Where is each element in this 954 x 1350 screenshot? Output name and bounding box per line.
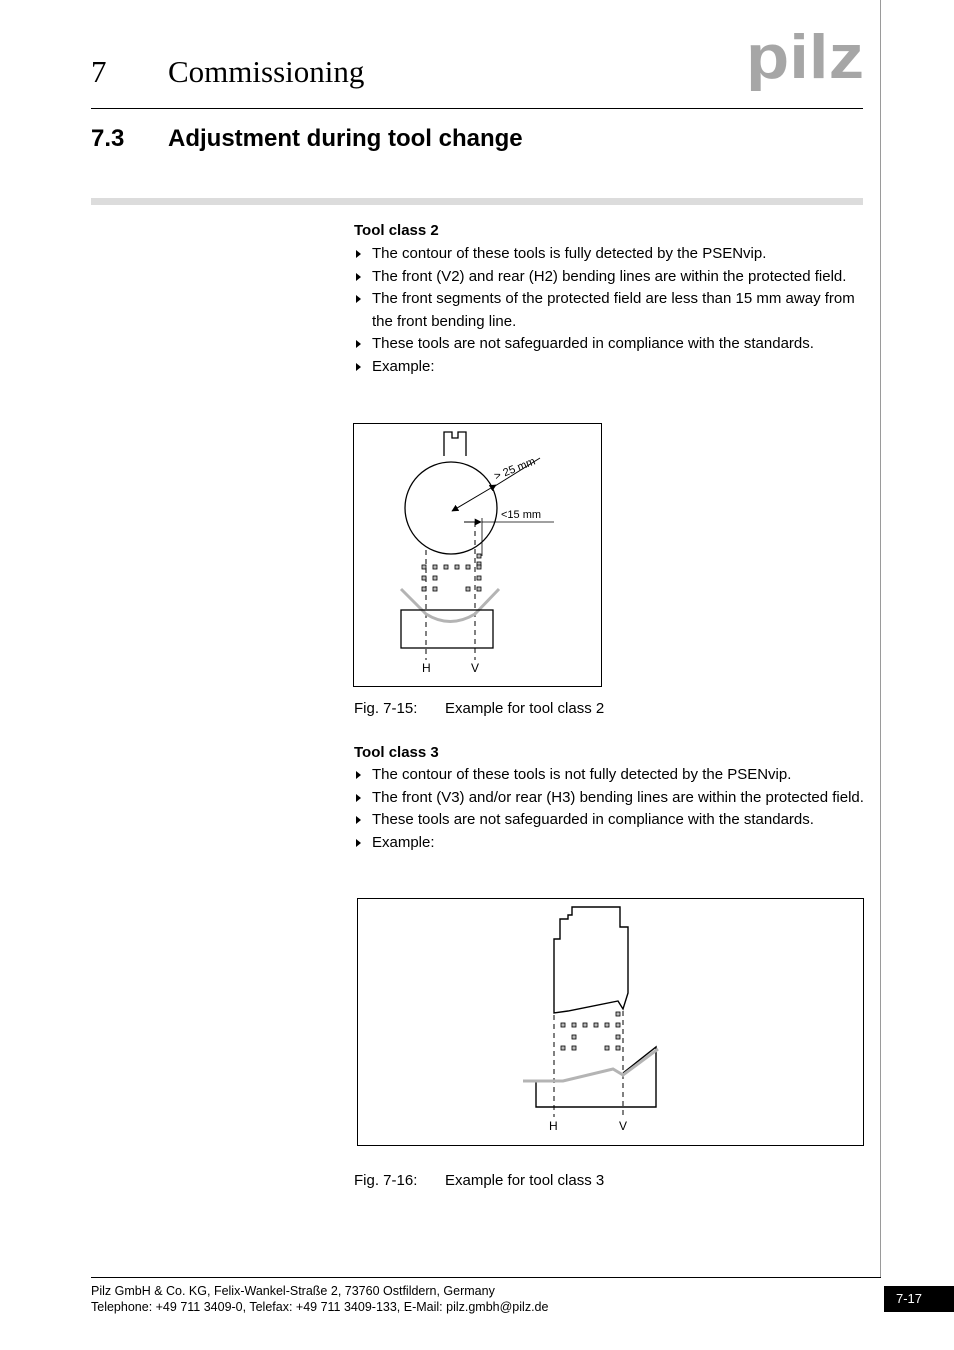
footer-contact: Telephone: +49 711 3409-0, Telefax: +49 711 3409-133, E-Mail: pilz.gmbh@pilz.de (91, 1300, 549, 1314)
chapter-number: 7 (91, 54, 107, 89)
footer-address: Pilz GmbH & Co. KG, Felix-Wankel-Straße 2, 73760 Ostfildern, Germany (91, 1284, 495, 1298)
protected-field-segments (422, 554, 481, 591)
tool-class-3-heading: Tool class 3 (354, 744, 439, 761)
bullet-arrow-icon (356, 273, 361, 281)
tool-holder (444, 432, 466, 456)
tool-class-2-list (354, 243, 864, 378)
bullet-arrow-icon (356, 839, 361, 847)
page-number: 7-17 (884, 1286, 954, 1312)
section-title: Adjustment during tool change (168, 125, 523, 152)
list-item: Example: (354, 356, 864, 379)
figure-caption-text: Example for tool class 3 (445, 1172, 605, 1189)
figure-tool-class-2 (353, 423, 602, 687)
list-item: The front (V2) and rear (H2) bending lines are within the protected field. (354, 266, 864, 289)
list-item: The front (V3) and/or rear (H3) bending lines are within the protected field. (354, 787, 864, 810)
figure-caption-number: Fig. 7-15: (354, 700, 418, 717)
upper-tool (554, 907, 628, 1013)
header-rule (91, 108, 863, 109)
section-number: 7.3 (91, 125, 125, 152)
dimension-label-25mm: > 25 mm (492, 455, 538, 483)
footer-rule (91, 1277, 881, 1278)
die (401, 610, 493, 648)
sheet-metal (401, 589, 499, 622)
bullet-arrow-icon (356, 295, 361, 303)
chapter-title: Commissioning (168, 54, 365, 89)
logo-text: pilz (746, 26, 864, 92)
pilz-logo (746, 26, 864, 94)
page-edge-rule (880, 0, 881, 1278)
label-v: V (471, 661, 480, 675)
list-item: The contour of these tools is not fully detected by the PSENvip. (354, 764, 864, 787)
label-h: H (422, 661, 431, 675)
bullet-arrow-icon (356, 250, 361, 258)
dimension-label-15mm: <15 mm (501, 509, 542, 521)
bullet-arrow-icon (356, 363, 361, 371)
sheet-metal (523, 1049, 658, 1081)
tool-class-3-diagram (358, 899, 863, 1145)
label-v: V (619, 1119, 628, 1133)
tool-class-2-diagram (354, 424, 601, 686)
round-tool (405, 462, 497, 554)
section-divider-bar (91, 198, 863, 205)
figure-caption-text: Example for tool class 2 (445, 700, 605, 717)
list-item: The contour of these tools is fully detected by the PSENvip. (354, 243, 864, 266)
bullet-arrow-icon (356, 794, 361, 802)
figure-caption-number: Fig. 7-16: (354, 1172, 418, 1189)
label-h: H (549, 1119, 558, 1133)
tool-class-2-heading: Tool class 2 (354, 222, 439, 239)
list-item: Example: (354, 832, 864, 855)
list-item: The front segments of the protected field are less than 15 mm away from the front bending line. (354, 288, 864, 333)
list-item: These tools are not safeguarded in compliance with the standards. (354, 809, 864, 832)
bullet-arrow-icon (356, 340, 361, 348)
list-item: These tools are not safeguarded in compliance with the standards. (354, 333, 864, 356)
bullet-arrow-icon (356, 816, 361, 824)
tool-class-3-list (354, 764, 864, 854)
figure-tool-class-3 (357, 898, 864, 1146)
protected-field-segments (561, 1012, 620, 1050)
bullet-arrow-icon (356, 771, 361, 779)
